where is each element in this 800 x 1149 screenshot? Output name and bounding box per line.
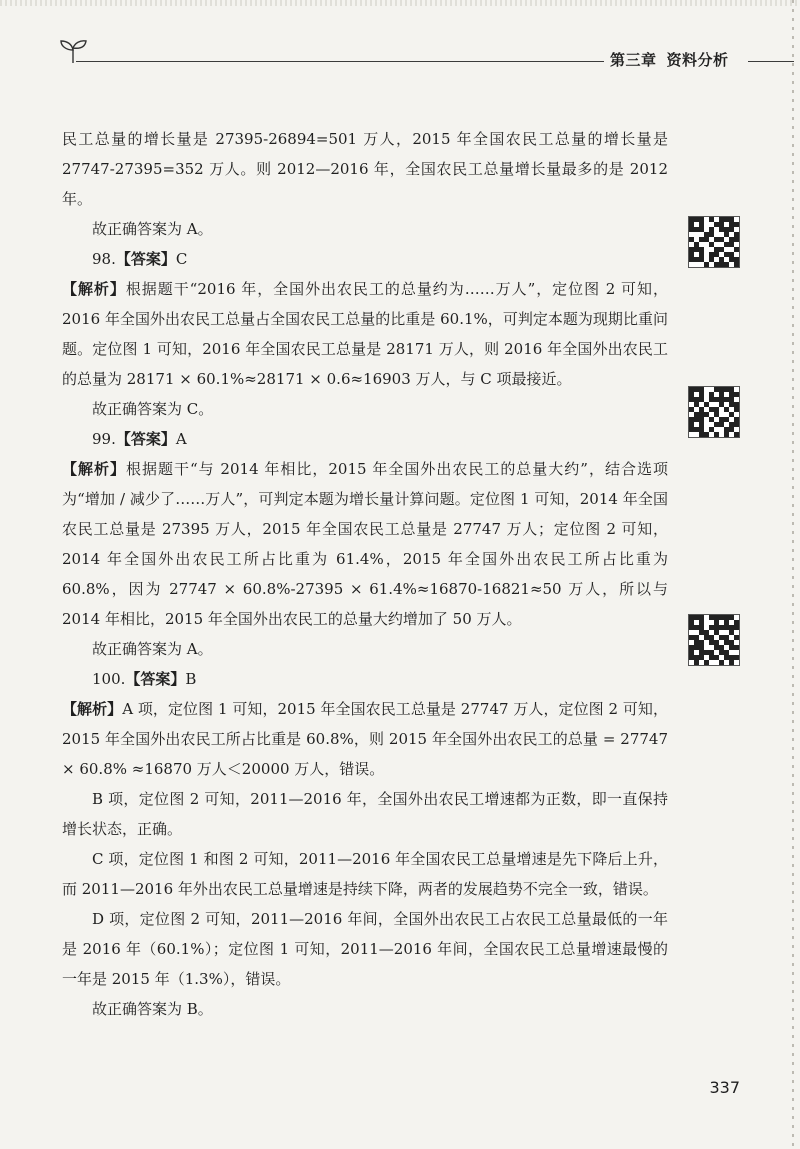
header-rule-right bbox=[748, 61, 794, 62]
answer-value: B bbox=[185, 670, 197, 688]
question-number: 98. bbox=[92, 250, 116, 268]
answer-label: 【答案】 bbox=[115, 430, 176, 448]
header-title bbox=[610, 49, 746, 70]
scan-edge bbox=[0, 0, 800, 6]
option-d-analysis: D 项，定位图 2 可知，2011—2016 年间，全国外出农民工占农民工总量最低的一年是 2016 年（60.1%）；定位图 1 可知，2011—2016 年间，全国农民工总量增速最慢的一年是 2015 年（1.3%），错误。 bbox=[62, 910, 668, 988]
analysis-text: 根据题干“与 2014 年相比，2015 年全国外出农民工的总量大约”，结合选项为“增加 / 减少了……万人”，可判定本题为增长量计算问题。定位图 1 可知，2014 年全国农民工总量是 27395 万人，2015 年全国农民工总量是 27747 万人；定位图 2 可知，2014 年全国外出农民工所占比重为 61.4%，2015 年全国外出农民工所占比重为 60.8%，因为 27747 × 60.8%-27395 × 61.4%≈16870-16821≈50 万人，所以与 2014 年相比，2015 年全国外出农民工的总量大约增加了 50 万人。 bbox=[62, 460, 668, 628]
answer-value: C bbox=[175, 250, 188, 268]
question-100-analysis bbox=[62, 694, 668, 784]
scan-edge-right bbox=[792, 0, 794, 1149]
option-c-analysis: C 项，定位图 1 和图 2 可知，2011—2016 年全国农民工总量增速是先下降后上升，而 2011—2016 年外出农民工总量增速是持续下降，两者的发展趋势不完全一致，错误。 bbox=[62, 850, 668, 898]
page-number: 337 bbox=[709, 1078, 740, 1097]
qr-code-icon[interactable] bbox=[688, 386, 740, 438]
answer-label: 【答案】 bbox=[115, 250, 176, 268]
conclusion: 故正确答案为 B。 bbox=[92, 1000, 213, 1018]
page-body bbox=[62, 124, 668, 1024]
qr-code-icon[interactable] bbox=[688, 216, 740, 268]
question-99-answer bbox=[62, 424, 668, 454]
answer-value: A bbox=[175, 430, 187, 448]
header-rule bbox=[76, 61, 604, 62]
conclusion: 故正确答案为 A。 bbox=[92, 220, 213, 238]
answer-label: 【答案】 bbox=[125, 670, 186, 688]
section-label: 资料分析 bbox=[666, 51, 729, 69]
question-98-analysis bbox=[62, 274, 668, 394]
analysis-label: 【解析】 bbox=[62, 280, 126, 298]
analysis-text: 根据题干“2016 年，全国外出农民工的总量约为……万人”，定位图 2 可知，2016 年全国外出农民工总量占全国农民工总量的比重是 60.1%，可判定本题为现期比重问题。定位图 1 可知，2016 年全国农民工总量是 28171 万人，则 2016 年全国外出农民工的总量为 28171 × 60.1%≈28171 × 0.6≈16903 万人，与 C 项最接近。 bbox=[62, 280, 668, 388]
analysis-label: 【解析】 bbox=[62, 700, 123, 718]
analysis-text: A 项，定位图 1 可知，2015 年全国农民工总量是 27747 万人，定位图 2 可知，2015 年全国外出农民工所占比重是 60.8%，则 2015 年全国外出农民工的总量 = 27747 × 60.8% ≈16870 万人＜20000 万人，错误。 bbox=[62, 700, 668, 778]
question-99-analysis bbox=[62, 454, 668, 634]
option-b-analysis: B 项，定位图 2 可知，2011—2016 年，全国外出农民工增速都为正数，即一直保持增长状态，正确。 bbox=[62, 790, 668, 838]
question-number: 100. bbox=[92, 670, 126, 688]
paragraph: 民工总量的增长量是 27395-26894=501 万人，2015 年全国农民工总量的增长量是 27747-27395=352 万人。则 2012—2016 年，全国农民工总量增长量最多的是 2012 年。 bbox=[62, 130, 668, 208]
question-100-answer bbox=[62, 664, 668, 694]
question-number: 99. bbox=[92, 430, 116, 448]
question-98-answer bbox=[62, 244, 668, 274]
conclusion: 故正确答案为 C。 bbox=[92, 400, 214, 418]
page-header bbox=[0, 36, 800, 76]
conclusion: 故正确答案为 A。 bbox=[92, 640, 213, 658]
qr-code-icon[interactable] bbox=[688, 614, 740, 666]
analysis-label: 【解析】 bbox=[62, 460, 126, 478]
chapter-label: 第三章 bbox=[610, 51, 657, 69]
